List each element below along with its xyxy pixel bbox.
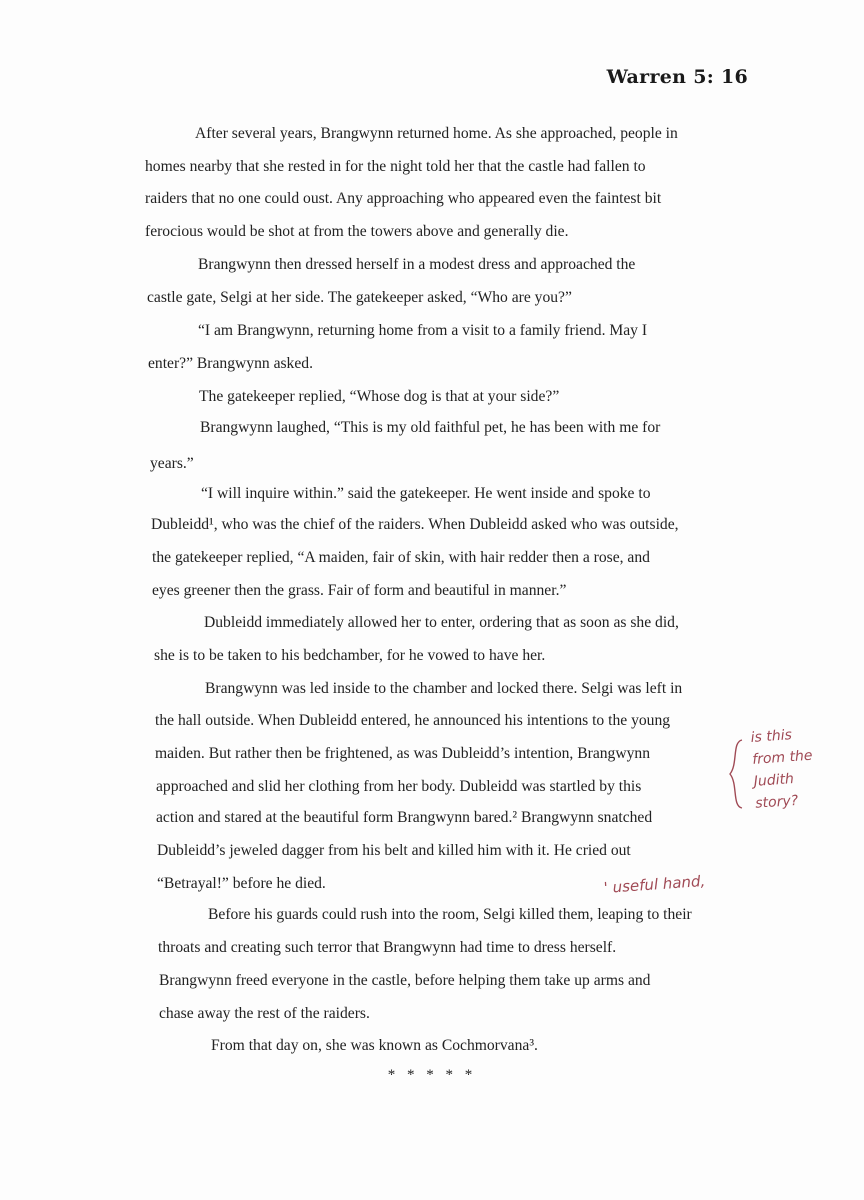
text-line: “I am Brangwynn, returning home from a visit to a family friend. May I [198, 322, 648, 339]
text-line: throats and creating such terror that Brangwynn had time to dress herself. [158, 939, 617, 956]
text-line: “I will inquire within.” said the gatekeeper. He went inside and spoke to [201, 485, 651, 502]
margin-annotation [750, 721, 846, 815]
text-line: years.” [150, 455, 194, 472]
text-line: Brangwynn then dressed herself in a modest dress and approached the [198, 256, 636, 273]
text-line: approached and slid her clothing from her body. Dubleidd was startled by this [156, 778, 642, 795]
text-line: Dubleidd¹, who was the chief of the raiders. When Dubleidd asked who was outside, [151, 516, 679, 533]
text-line: Before his guards could rush into the room, Selgi killed them, leaping to their [208, 906, 692, 923]
annotation-line: is this [750, 727, 793, 746]
text-line: The gatekeeper replied, “Whose dog is that at your side?” [199, 388, 560, 405]
text-line: Dubleidd immediately allowed her to enter, ordering that as soon as she did, [204, 614, 679, 631]
text-line: From that day on, she was known as Cochmorvana³. [211, 1037, 538, 1054]
annotation-line: story? [754, 792, 799, 812]
margin-annotation-2: ' useful hand, [603, 871, 706, 897]
brace-mark-icon [726, 738, 746, 810]
text-line: chase away the rest of the raiders. [159, 1005, 370, 1022]
text-line: castle gate, Selgi at her side. The gatekeeper asked, “Who are you?” [147, 289, 572, 306]
text-line: the gatekeeper replied, “A maiden, fair of skin, with hair redder then a rose, and [152, 549, 650, 566]
annotation-line: from the [751, 747, 814, 768]
annotation-line: Judith [753, 771, 795, 790]
text-line: enter?” Brangwynn asked. [148, 355, 313, 372]
text-line: After several years, Brangwynn returned home. As she approached, people in [195, 125, 678, 142]
text-line: Brangwynn was led inside to the chamber and locked there. Selgi was left in [205, 680, 683, 697]
text-line: homes nearby that she rested in for the night told her that the castle had fallen to [145, 158, 646, 175]
text-line: the hall outside. When Dubleidd entered, he announced his intentions to the young [155, 712, 671, 729]
text-line: she is to be taken to his bedchamber, for he vowed to have her. [154, 647, 546, 664]
text-line: Brangwynn freed everyone in the castle, before helping them take up arms and [159, 972, 651, 989]
text-line: raiders that no one could oust. Any approaching who appeared even the faintest bit [145, 190, 662, 207]
text-line: ferocious would be shot at from the towers above and generally die. [145, 223, 569, 240]
text-line: eyes greener then the grass. Fair of form and beautiful in manner.” [152, 582, 567, 599]
page-header: Warren 5: 16 [606, 66, 748, 88]
text-line: Dubleidd’s jeweled dagger from his belt and killed him with it. He cried out [157, 842, 631, 859]
section-break: * * * * * [387, 1067, 477, 1083]
text-line: Brangwynn laughed, “This is my old faithful pet, he has been with me for [200, 419, 661, 436]
text-line: maiden. But rather then be frightened, as was Dubleidd’s intention, Brangwynn [155, 745, 650, 762]
text-line: action and stared at the beautiful form Brangwynn bared.² Brangwynn snatched [156, 809, 653, 826]
text-line: “Betrayal!” before he died. [157, 875, 326, 892]
